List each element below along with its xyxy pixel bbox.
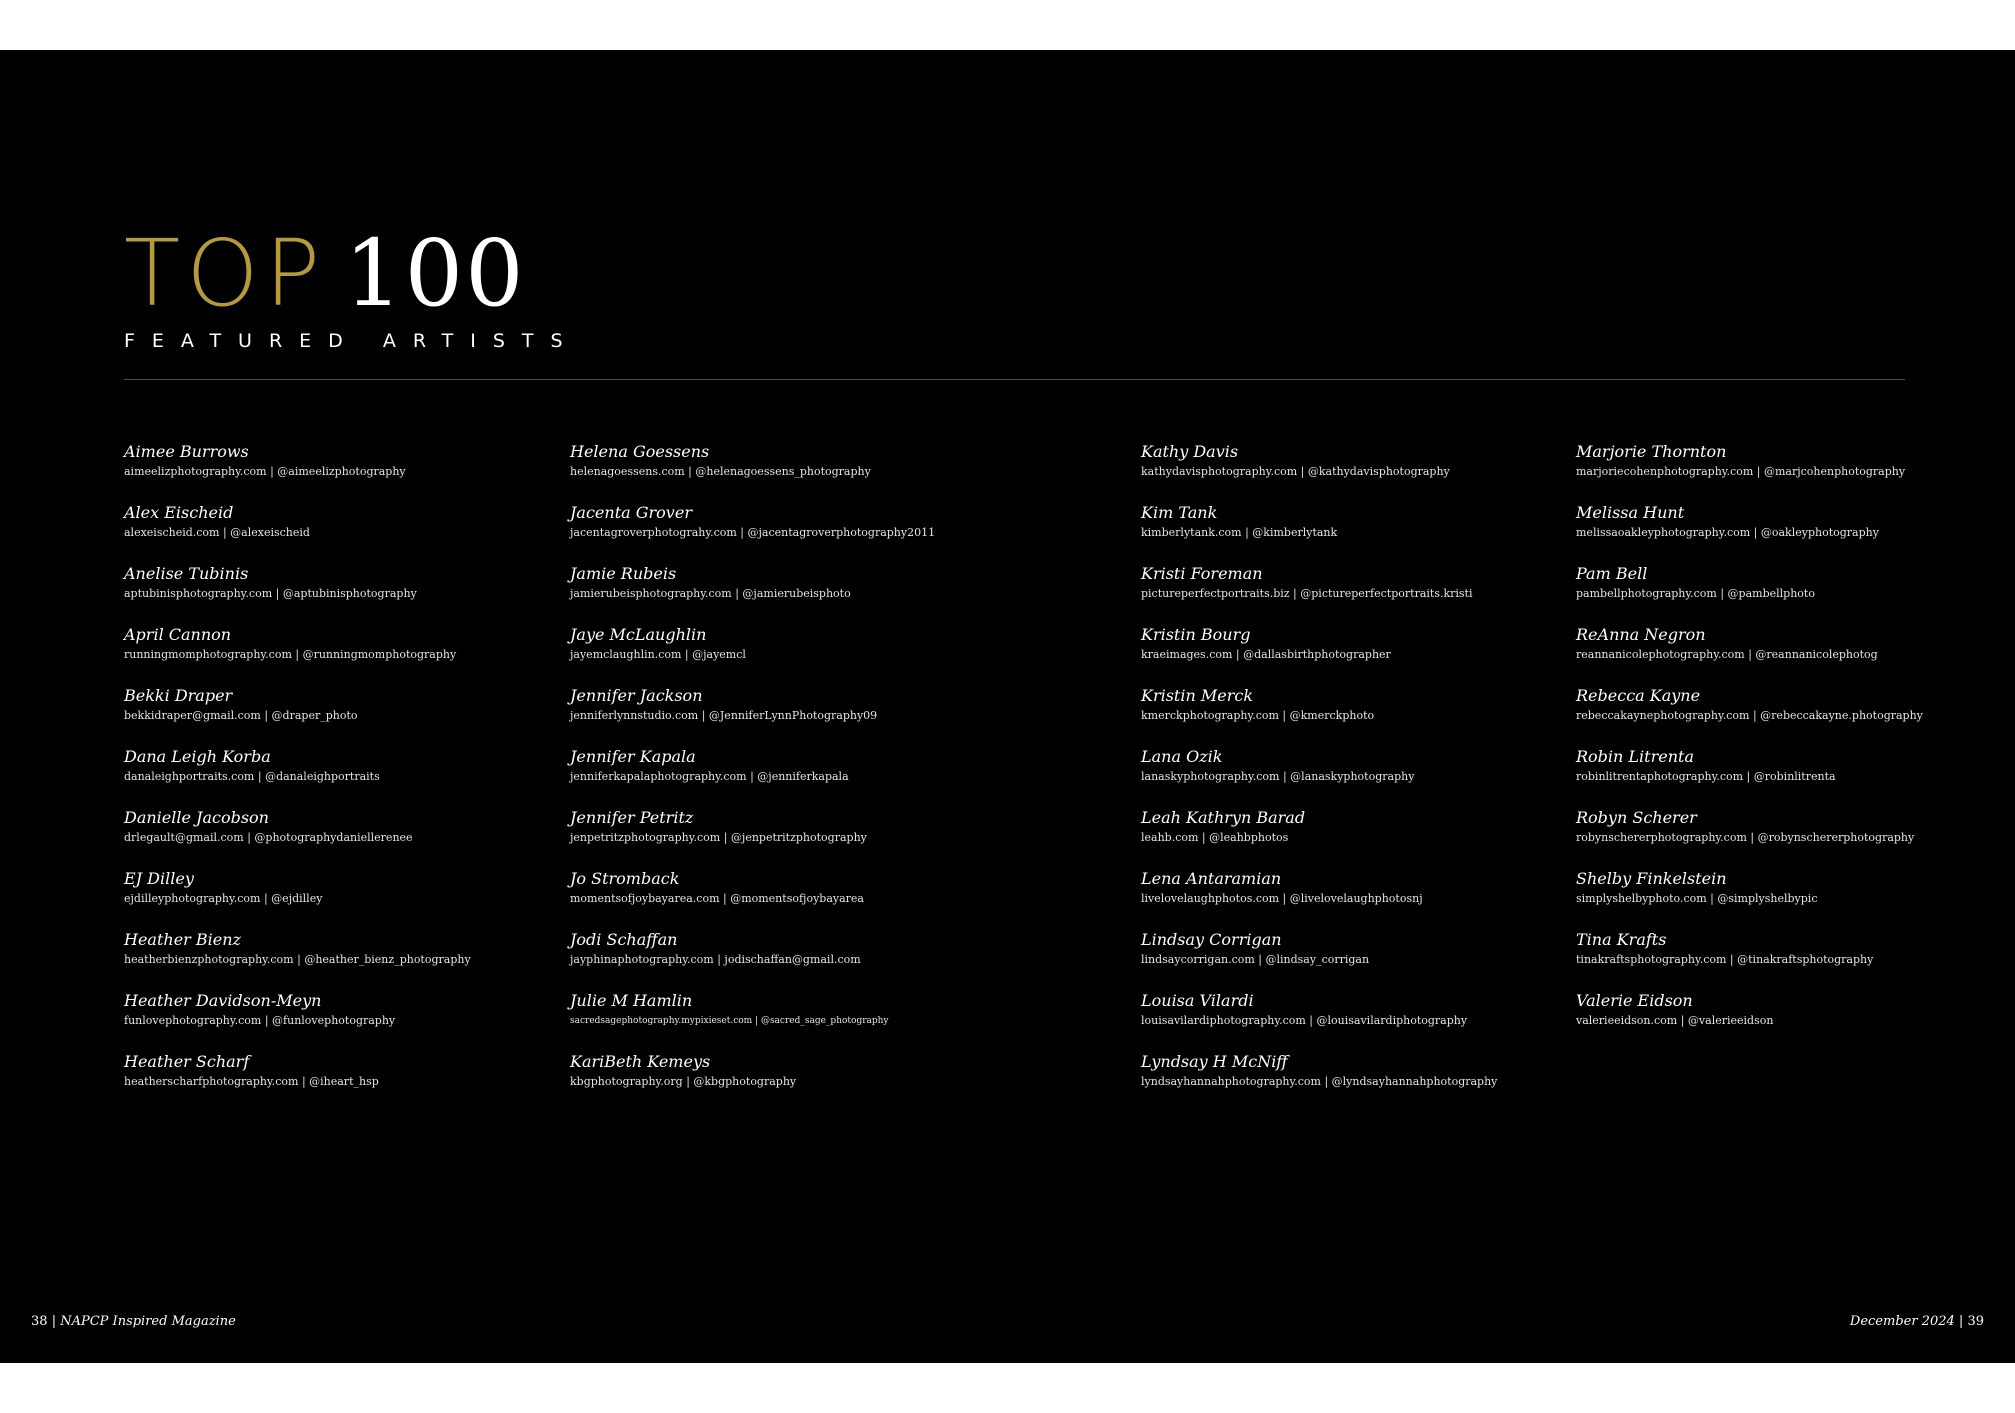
- right-page-number: 39: [1967, 1314, 1984, 1329]
- artist-contact: jayphinaphotography.com | jodischaffan@gmail.com: [570, 953, 861, 966]
- artist-contact: heatherscharfphotography.com | @iheart_hsp: [124, 1075, 379, 1088]
- artist-name: Jennifer Petritz: [570, 808, 694, 827]
- artist-name: Jacenta Grover: [570, 503, 692, 522]
- artist-name: Heather Davidson-Meyn: [124, 991, 322, 1010]
- artist-contact: runningmomphotography.com | @runningmomphotography: [124, 648, 457, 661]
- artist-entry: [124, 1051, 471, 1112]
- title-subtitle: FEATURED ARTISTS: [124, 330, 580, 352]
- artist-name: Robin Litrenta: [1576, 747, 1694, 766]
- artist-contact: leahb.com | @leahbphotos: [1141, 831, 1289, 844]
- artist-contact: kbgphotography.org | @kbgphotography: [570, 1075, 797, 1088]
- artist-entry: [124, 502, 471, 563]
- artist-entry: [1141, 1051, 1497, 1112]
- artist-name: Lyndsay H McNiff: [1141, 1052, 1288, 1071]
- artist-entry: [1576, 502, 1923, 563]
- artist-entry: [1576, 441, 1923, 502]
- artist-name: Jennifer Jackson: [570, 686, 703, 705]
- artist-entry: [1141, 746, 1497, 807]
- artist-entry: [1141, 807, 1497, 868]
- artist-name: Danielle Jacobson: [124, 808, 269, 827]
- header-divider: [124, 379, 1905, 380]
- artist-entry: [124, 990, 471, 1051]
- artist-contact: kathydavisphotography.com | @kathydavisphotography: [1141, 465, 1450, 478]
- artist-name: Lana Ozik: [1141, 747, 1223, 766]
- artist-entry: [1576, 807, 1923, 868]
- artist-contact: kmerckphotography.com | @kmerckphoto: [1141, 709, 1375, 722]
- title-top-word: TOP: [124, 220, 327, 327]
- artist-name: Jo Stromback: [570, 869, 680, 888]
- artist-entry: [1576, 929, 1923, 990]
- artist-column-1: [124, 441, 471, 1112]
- artist-contact: aimeelizphotography.com | @aimeelizphotography: [124, 465, 406, 478]
- artist-entry: [570, 502, 935, 563]
- artist-name: Heather Scharf: [124, 1052, 250, 1071]
- artist-entry: [124, 929, 471, 990]
- artist-entry: [124, 441, 471, 502]
- artist-entry: [1576, 563, 1923, 624]
- artist-contact: kimberlytank.com | @kimberlytank: [1141, 526, 1338, 539]
- artist-name: Robyn Scherer: [1576, 808, 1697, 827]
- artist-name: Anelise Tubinis: [124, 564, 249, 583]
- artist-name: Tina Krafts: [1576, 930, 1667, 949]
- artist-entry: [570, 990, 935, 1051]
- magazine-spread: [0, 50, 2015, 1363]
- artist-name: Lindsay Corrigan: [1141, 930, 1282, 949]
- artist-name: EJ Dilley: [124, 869, 194, 888]
- footer-separator: |: [51, 1314, 57, 1329]
- artist-name: Aimee Burrows: [124, 442, 249, 461]
- artist-entry: [124, 746, 471, 807]
- artist-entry: [124, 624, 471, 685]
- artist-contact: tinakraftsphotography.com | @tinakraftsphotography: [1576, 953, 1874, 966]
- artist-contact: robinlitrentaphotography.com | @robinlitrenta: [1576, 770, 1836, 783]
- artist-name: Jodi Schaffan: [570, 930, 678, 949]
- artist-contact: drlegault@gmail.com | @photographydaniellerenee: [124, 831, 413, 844]
- artist-contact: pictureperfectportraits.biz | @pictureperfectportraits.kristi: [1141, 587, 1473, 600]
- artist-name: Kristin Merck: [1141, 686, 1254, 705]
- artist-entry: [1141, 624, 1497, 685]
- artist-entry: [1141, 868, 1497, 929]
- artist-contact: rebeccakaynephotography.com | @rebeccakayne.photography: [1576, 709, 1923, 722]
- artist-contact: melissaoakleyphotography.com | @oakleyphotography: [1576, 526, 1879, 539]
- artist-name: April Cannon: [124, 625, 232, 644]
- artist-column-3: [1141, 441, 1497, 1112]
- artist-contact: pambellphotography.com | @pambellphoto: [1576, 587, 1815, 600]
- title-number: 100: [344, 220, 526, 327]
- artist-entry: [570, 807, 935, 868]
- artist-name: Melissa Hunt: [1576, 503, 1685, 522]
- artist-entry: [1141, 441, 1497, 502]
- artist-entry: [1141, 929, 1497, 990]
- left-page-number: 38: [31, 1314, 48, 1329]
- artist-name: KariBeth Kemeys: [570, 1052, 711, 1071]
- artist-name: Kathy Davis: [1141, 442, 1239, 461]
- artist-contact: livelovelaughphotos.com | @livelovelaughphotosnj: [1141, 892, 1423, 905]
- artist-contact: ejdilleyphotography.com | @ejdilley: [124, 892, 323, 905]
- publication-name: NAPCP Inspired Magazine: [60, 1314, 236, 1329]
- artist-entry: [570, 1051, 935, 1112]
- artist-contact: jayemclaughlin.com | @jayemcl: [570, 648, 746, 661]
- artist-entry: [570, 563, 935, 624]
- artist-contact: alexeischeid.com | @alexeischeid: [124, 526, 310, 539]
- artist-entry: [124, 807, 471, 868]
- artist-name: Jamie Rubeis: [570, 564, 677, 583]
- artist-entry: [1576, 746, 1923, 807]
- artist-name: Julie M Hamlin: [570, 991, 693, 1010]
- artist-entry: [570, 929, 935, 990]
- footer-right: [1850, 1314, 1984, 1329]
- artist-name: Bekki Draper: [124, 686, 233, 705]
- artist-entry: [570, 868, 935, 929]
- title-heading: [124, 220, 580, 327]
- artist-entry: [1576, 868, 1923, 929]
- artist-entry: [570, 624, 935, 685]
- artist-name: Alex Eischeid: [124, 503, 234, 522]
- artist-column-2: [570, 441, 935, 1112]
- artist-contact: valerieeidson.com | @valerieeidson: [1576, 1014, 1774, 1027]
- artist-contact: helenagoessens.com | @helenagoessens_photography: [570, 465, 871, 478]
- artist-contact: robynschererphotography.com | @robynschererphotography: [1576, 831, 1915, 844]
- artist-name: Louisa Vilardi: [1141, 991, 1254, 1010]
- artist-name: ReAnna Negron: [1576, 625, 1706, 644]
- artist-name: Dana Leigh Korba: [124, 747, 271, 766]
- footer-left: [31, 1314, 236, 1329]
- artist-name: Kristi Foreman: [1141, 564, 1263, 583]
- artist-name: Kristin Bourg: [1141, 625, 1251, 644]
- artist-entry: [1576, 685, 1923, 746]
- artist-contact: jamierubeisphotography.com | @jamierubeisphoto: [570, 587, 851, 600]
- artist-contact: jenpetritzphotography.com | @jenpetritzphotography: [570, 831, 867, 844]
- artist-entry: [570, 685, 935, 746]
- artist-name: Jennifer Kapala: [570, 747, 696, 766]
- artist-contact: marjoriecohenphotography.com | @marjcohenphotography: [1576, 465, 1906, 478]
- artist-contact: reannanicolephotography.com | @reannanicolephotog: [1576, 648, 1878, 661]
- artist-name: Jaye McLaughlin: [570, 625, 707, 644]
- artist-name: Leah Kathryn Barad: [1141, 808, 1306, 827]
- artist-entry: [570, 441, 935, 502]
- artist-entry: [1141, 563, 1497, 624]
- artist-contact: kraeimages.com | @dallasbirthphotographer: [1141, 648, 1391, 661]
- artist-entry: [124, 685, 471, 746]
- artist-contact: louisavilardiphotography.com | @louisavilardiphotography: [1141, 1014, 1468, 1027]
- artist-entry: [1576, 624, 1923, 685]
- artist-contact: danaleighportraits.com | @danaleighportraits: [124, 770, 380, 783]
- artist-contact: lyndsayhannahphotography.com | @lyndsayhannahphotography: [1141, 1075, 1498, 1088]
- artist-contact: aptubinisphotography.com | @aptubinisphotography: [124, 587, 417, 600]
- artist-name: Marjorie Thornton: [1576, 442, 1727, 461]
- artist-name: Rebecca Kayne: [1576, 686, 1701, 705]
- artist-contact: sacredsagephotography.mypixieset.com | @sacred_sage_photography: [570, 1016, 889, 1026]
- artist-entry: [1141, 990, 1497, 1051]
- title-block: [124, 220, 580, 352]
- artist-name: Kim Tank: [1141, 503, 1218, 522]
- artist-name: Shelby Finkelstein: [1576, 869, 1727, 888]
- artist-contact: jenniferkapalaphotography.com | @jenniferkapala: [570, 770, 849, 783]
- artist-contact: heatherbienzphotography.com | @heather_bienz_photography: [124, 953, 471, 966]
- artist-entry: [1141, 502, 1497, 563]
- artist-entry: [570, 746, 935, 807]
- artist-contact: lanaskyphotography.com | @lanaskyphotography: [1141, 770, 1415, 783]
- artist-name: Pam Bell: [1576, 564, 1648, 583]
- artist-entry: [124, 868, 471, 929]
- footer-separator: |: [1958, 1314, 1964, 1329]
- artist-contact: lindsaycorrigan.com | @lindsay_corrigan: [1141, 953, 1370, 966]
- artist-contact: jenniferlynnstudio.com | @JenniferLynnPhotography09: [570, 709, 878, 722]
- artist-column-4: [1576, 441, 1923, 1051]
- artist-entry: [1576, 990, 1923, 1051]
- artist-name: Valerie Eidson: [1576, 991, 1693, 1010]
- artist-name: Lena Antaramian: [1141, 869, 1282, 888]
- artist-entry: [124, 563, 471, 624]
- artist-name: Heather Bienz: [124, 930, 241, 949]
- issue-date: December 2024: [1849, 1314, 1955, 1329]
- artist-contact: funlovephotography.com | @funlovephotography: [124, 1014, 396, 1027]
- artist-entry: [1141, 685, 1497, 746]
- artist-contact: jacentagroverphotograhy.com | @jacentagroverphotography2011: [570, 526, 936, 539]
- artist-contact: bekkidraper@gmail.com | @draper_photo: [124, 709, 358, 722]
- artist-contact: simplyshelbyphoto.com | @simplyshelbypic: [1576, 892, 1818, 905]
- artist-contact: momentsofjoybayarea.com | @momentsofjoybayarea: [570, 892, 864, 905]
- artist-name: Helena Goessens: [570, 442, 710, 461]
